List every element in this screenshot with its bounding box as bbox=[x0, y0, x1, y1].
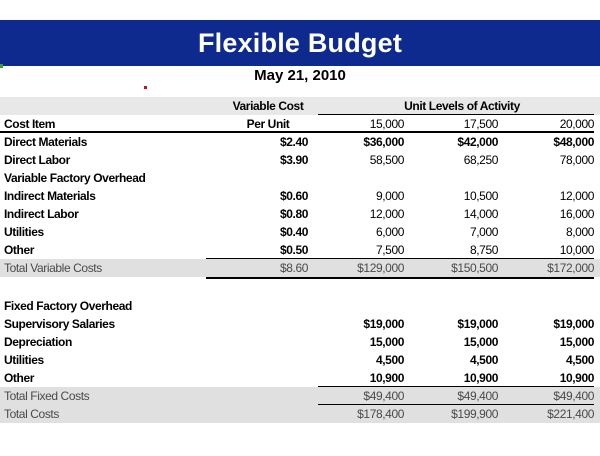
level-1-value: 7,500 bbox=[375, 243, 404, 257]
header-row-2 bbox=[0, 115, 600, 133]
level-3-value: $172,000 bbox=[547, 261, 594, 275]
level-1-value: 6,000 bbox=[375, 225, 404, 239]
level-3-header: 20,000 bbox=[559, 117, 594, 131]
level-1-value: $129,000 bbox=[357, 261, 404, 275]
level-2-value: 8,750 bbox=[469, 243, 498, 257]
row-label: Other bbox=[4, 371, 35, 385]
row-label: Total Costs bbox=[4, 407, 59, 421]
level-3-value: $19,000 bbox=[553, 317, 594, 331]
level-3-value: $49,400 bbox=[553, 389, 594, 403]
page-title: Flexible Budget bbox=[0, 20, 600, 66]
comment-indicator bbox=[144, 86, 147, 89]
level-2-value: 10,500 bbox=[463, 189, 498, 203]
level-2-value: 15,000 bbox=[463, 335, 498, 349]
level-1-value: $19,000 bbox=[363, 317, 404, 331]
table-row bbox=[0, 133, 600, 151]
level-1-value: $49,400 bbox=[363, 389, 404, 403]
per-unit-value: $0.80 bbox=[279, 207, 308, 221]
table-row bbox=[0, 241, 600, 259]
row-label: Indirect Materials bbox=[4, 189, 96, 203]
level-1-header: 15,000 bbox=[369, 117, 404, 131]
level-3-value: 4,500 bbox=[565, 353, 594, 367]
table-row bbox=[0, 351, 600, 369]
total-fixed-row bbox=[0, 387, 600, 405]
level-2-value: $49,400 bbox=[457, 389, 498, 403]
level-1-value: 15,000 bbox=[369, 335, 404, 349]
level-3-value: 12,000 bbox=[559, 189, 594, 203]
level-2-value: 7,000 bbox=[469, 225, 498, 239]
level-2-value: $42,000 bbox=[457, 135, 498, 149]
level-3-value: 10,900 bbox=[559, 371, 594, 385]
level-3-value: $48,000 bbox=[553, 135, 594, 149]
row-label: Utilities bbox=[4, 353, 44, 367]
row-label: Depreciation bbox=[4, 335, 72, 349]
level-3-value: 16,000 bbox=[559, 207, 594, 221]
level-3-value: 8,000 bbox=[565, 225, 594, 239]
table-row bbox=[0, 205, 600, 223]
section-heading-row bbox=[0, 297, 600, 315]
row-label: Supervisory Salaries bbox=[4, 317, 115, 331]
row-label: Total Variable Costs bbox=[4, 261, 102, 275]
report-date: May 21, 2010 bbox=[254, 67, 346, 84]
table-row bbox=[0, 187, 600, 205]
level-2-value: $19,000 bbox=[457, 317, 498, 331]
per-unit-value: $0.40 bbox=[279, 225, 308, 239]
row-label: Indirect Labor bbox=[4, 207, 79, 221]
cost-item-header: Cost Item bbox=[4, 117, 56, 131]
row-label: Direct Labor bbox=[4, 153, 70, 167]
level-2-value: 4,500 bbox=[469, 353, 498, 367]
level-1-value: $36,000 bbox=[363, 135, 404, 149]
header-row-1 bbox=[0, 97, 600, 115]
row-label: Direct Materials bbox=[4, 135, 87, 149]
row-label: Other bbox=[4, 243, 35, 257]
variable-overhead-heading: Variable Factory Overhead bbox=[4, 171, 146, 185]
unit-levels-header: Unit Levels of Activity bbox=[404, 99, 520, 113]
per-unit-value: $8.60 bbox=[279, 261, 308, 275]
section-heading-row bbox=[0, 169, 600, 187]
spacer-row bbox=[0, 277, 600, 297]
total-variable-row bbox=[0, 259, 600, 277]
level-3-value: 15,000 bbox=[559, 335, 594, 349]
level-1-value: 9,000 bbox=[375, 189, 404, 203]
level-2-value: $150,500 bbox=[451, 261, 498, 275]
level-3-value: 78,000 bbox=[559, 153, 594, 167]
per-unit-value: $2.40 bbox=[279, 135, 308, 149]
variable-cost-header: Variable Cost bbox=[232, 99, 304, 113]
level-3-value: 10,000 bbox=[559, 243, 594, 257]
per-unit-value: $0.60 bbox=[279, 189, 308, 203]
table-row bbox=[0, 333, 600, 351]
row-label: Utilities bbox=[4, 225, 44, 239]
level-3-value: $221,400 bbox=[547, 407, 594, 421]
table-row bbox=[0, 151, 600, 169]
budget-table bbox=[0, 97, 600, 423]
table-row bbox=[0, 315, 600, 333]
level-2-value: 68,250 bbox=[463, 153, 498, 167]
per-unit-value: $0.50 bbox=[279, 243, 308, 257]
table-row bbox=[0, 223, 600, 241]
level-1-value: 58,500 bbox=[369, 153, 404, 167]
per-unit-header: Per Unit bbox=[246, 117, 290, 131]
level-1-value: 12,000 bbox=[369, 207, 404, 221]
level-2-header: 17,500 bbox=[463, 117, 498, 131]
row-label: Total Fixed Costs bbox=[4, 389, 90, 403]
level-2-value: 10,900 bbox=[463, 371, 498, 385]
level-2-value: $199,900 bbox=[451, 407, 498, 421]
level-1-value: 10,900 bbox=[369, 371, 404, 385]
level-1-value: 4,500 bbox=[375, 353, 404, 367]
total-costs-row bbox=[0, 405, 600, 423]
fixed-overhead-heading: Fixed Factory Overhead bbox=[4, 299, 132, 313]
level-2-value: 14,000 bbox=[463, 207, 498, 221]
per-unit-value: $3.90 bbox=[279, 153, 308, 167]
table-row bbox=[0, 369, 600, 387]
level-1-value: $178,400 bbox=[357, 407, 404, 421]
